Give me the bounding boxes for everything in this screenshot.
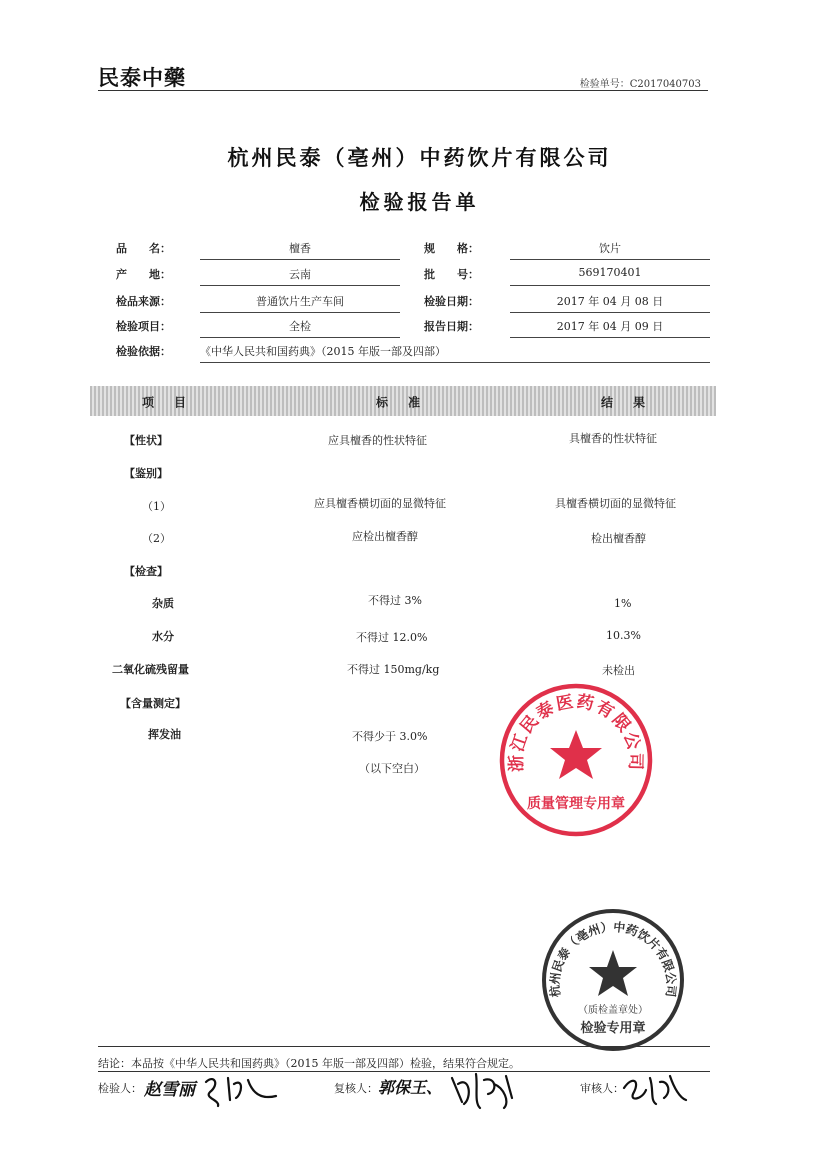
- batch-value: 569170401: [578, 266, 642, 279]
- report-date-value: 2017 年 04 月 09 日: [556, 320, 664, 333]
- inspector-handwritten-signature: [200, 1070, 280, 1110]
- sample-source-label: 检品来源：: [116, 295, 171, 308]
- col-header-result: 结果: [601, 395, 666, 410]
- table-row-standard: 应检出檀香醇: [352, 530, 418, 543]
- black-stamp-top-text: 杭州民泰（亳州）中药饮片有限公司: [547, 919, 679, 998]
- spec-value: 饮片: [599, 242, 621, 255]
- report-date-label: 报告日期：: [424, 320, 479, 333]
- table-end-note: （以下空白）: [359, 762, 425, 775]
- sample-source-underline: [200, 312, 400, 313]
- table-row-result: 1%: [614, 597, 632, 610]
- origin-underline: [200, 285, 400, 286]
- conclusion-text: 结论：本品按《中华人民共和国药典》（2015 年版一部及四部）检验，结果符合规定。: [98, 1057, 520, 1070]
- table-row-standard: 不得少于 3.0%: [352, 730, 428, 743]
- table-row-item: （1）: [142, 500, 171, 513]
- table-row-item: 二氧化硫残留量: [112, 663, 189, 676]
- col-header-item: 项目: [142, 395, 207, 410]
- conclusion-top-line: [98, 1046, 710, 1047]
- product-name-underline: [200, 259, 400, 260]
- table-row-result: 检出檀香醇: [591, 532, 646, 545]
- table-row-item: 挥发油: [148, 728, 181, 741]
- test-date-underline: [510, 312, 710, 313]
- table-row-standard: 应具檀香横切面的显微特征: [314, 497, 446, 510]
- red-stamp-top-text: 浙江民泰医药有限公司: [506, 691, 646, 773]
- black-stamp-bottom-text: 检验专用章: [580, 1021, 646, 1036]
- table-row-item: 杂质: [152, 597, 174, 610]
- black-stamp-mid-text: （质检盖章处）: [578, 1005, 648, 1016]
- conclusion-bottom-line: [98, 1071, 710, 1072]
- approver-handwritten-signature: [620, 1068, 690, 1108]
- table-row-result: 具檀香的性状特征: [569, 432, 657, 445]
- test-items-value: 全检: [289, 320, 311, 333]
- table-row-item: 【含量测定】: [120, 697, 186, 710]
- sample-source-value: 普通饮片生产车间: [256, 295, 344, 308]
- origin-label: 产 地：: [116, 268, 171, 281]
- test-date-value: 2017 年 04 月 08 日: [556, 295, 664, 308]
- star-icon: [589, 950, 637, 996]
- table-row-standard: 不得过 12.0%: [356, 631, 428, 644]
- basis-underline: [200, 362, 710, 363]
- table-row-standard: 不得过 3%: [368, 594, 422, 607]
- table-row-result: 10.3%: [606, 629, 641, 642]
- report-date-underline: [510, 337, 710, 338]
- table-row-item: （2）: [142, 532, 171, 545]
- table-row-standard: 应具檀香的性状特征: [328, 434, 427, 447]
- test-date-label: 检验日期：: [424, 295, 479, 308]
- reviewer-label: 复核人：: [334, 1082, 378, 1095]
- reviewer-handwritten-signature: [448, 1068, 518, 1112]
- table-row-result: 具檀香横切面的显微特征: [555, 497, 676, 510]
- reviewer-signature: 郭保王、: [378, 1078, 443, 1097]
- document-title: 检验报告单: [359, 190, 480, 214]
- spec-label: 规 格：: [424, 242, 479, 255]
- inspector-signature: 赵雪丽: [144, 1080, 195, 1100]
- basis-value: 《中华人民共和国药典》（2015 年版一部及四部）: [200, 345, 446, 358]
- test-items-underline: [200, 337, 400, 338]
- table-row-result: 未检出: [602, 664, 635, 677]
- spec-underline: [510, 259, 710, 260]
- star-icon: [550, 730, 602, 779]
- col-header-standard: 标准: [376, 395, 441, 410]
- approver-label: 审核人：: [580, 1082, 624, 1095]
- red-stamp-bottom-text: 质量管理专用章: [527, 796, 625, 812]
- sheet-number: 检验单号：C2017040703: [579, 79, 701, 90]
- batch-label: 批 号：: [424, 268, 479, 281]
- table-row-item: 【检查】: [124, 565, 168, 578]
- header-divider: [98, 90, 708, 91]
- company-logo: 民泰中藥: [98, 66, 186, 90]
- table-row-standard: 不得过 150mg/kg: [347, 663, 440, 676]
- origin-value: 云南: [289, 268, 311, 281]
- red-quality-stamp: [496, 680, 656, 840]
- product-name-value: 檀香: [289, 242, 311, 255]
- table-row-item: 【鉴别】: [124, 467, 168, 480]
- batch-underline: [510, 285, 710, 286]
- table-row-item: 水分: [152, 630, 174, 643]
- test-items-label: 检验项目：: [116, 320, 171, 333]
- table-row-item: 【性状】: [124, 434, 168, 447]
- inspector-label: 检验人：: [98, 1082, 142, 1095]
- basis-label: 检验依据：: [116, 345, 171, 358]
- product-name-label: 品 名：: [116, 242, 171, 255]
- black-inspection-stamp: [538, 905, 688, 1055]
- company-name: 杭州民泰（亳州）中药饮片有限公司: [227, 146, 612, 170]
